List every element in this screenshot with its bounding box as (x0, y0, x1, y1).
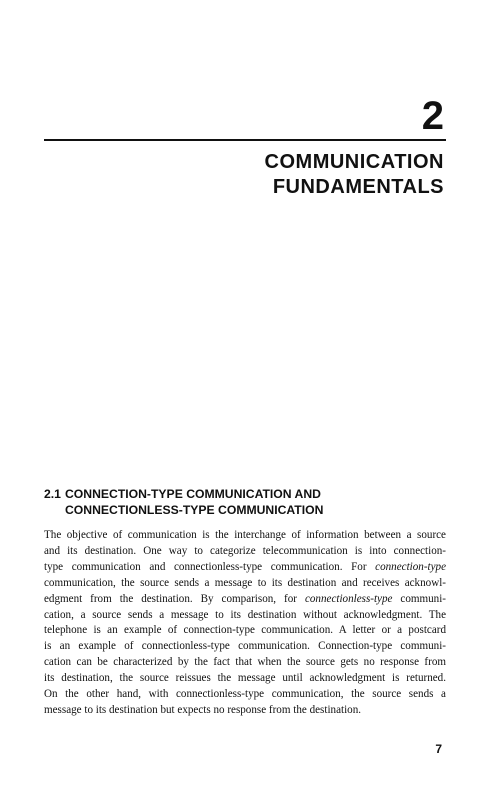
chapter-title (84, 150, 444, 200)
text-line: message to its destination but expects no response from the destination. (44, 703, 362, 716)
emphasis-connectionless-type: connectionless-type (304, 592, 393, 605)
text-line: is an example of connectionless-type communication. Connection-type communi- (44, 640, 446, 653)
text-line: communication, the source sends a message to its destination and receives acknowl- (44, 576, 446, 589)
text-line (44, 560, 446, 576)
chapter-number: 2 (421, 94, 444, 138)
chapter-rule (44, 139, 446, 141)
chapter-title-line2: FUNDAMENTALS (272, 176, 444, 198)
text-line: The objective of communication is the interchange of information between a source (44, 529, 446, 541)
text-line: cation can be characterized by the fact that when the source gets no response from (44, 656, 446, 669)
body-paragraph (44, 528, 446, 719)
text-line: On the other hand, with connectionless-type communication, the source sends a (44, 688, 446, 701)
section-heading (44, 486, 454, 518)
text-line (44, 592, 446, 608)
section-number: 2.1 (44, 487, 61, 501)
text-line: and its destination. One way to categorize telecommunication is into connection- (44, 544, 446, 557)
page-number: 7 (435, 742, 442, 756)
text-line: its destination, the source reissues the message until acknowledgment is returned. (44, 672, 446, 685)
text-line: cation, a source sends a message to its destination without acknowledgment. The (44, 608, 446, 621)
section-heading-line2: CONNECTIONLESS-TYPE COMMUNICATION (65, 503, 324, 517)
text-run: edgment from the destination. By comparison, for (44, 592, 305, 605)
text-line: telephone is an example of connection-type communication. A letter or a postcard (44, 624, 446, 637)
section-heading-line1: CONNECTION-TYPE COMMUNICATION AND (65, 487, 321, 501)
text-run: communi- (392, 592, 447, 605)
text-run: type communication and connectionless-type communication. For (44, 560, 376, 573)
chapter-title-line1: COMMUNICATION (264, 151, 444, 173)
emphasis-connection-type: connection-type (375, 560, 446, 573)
